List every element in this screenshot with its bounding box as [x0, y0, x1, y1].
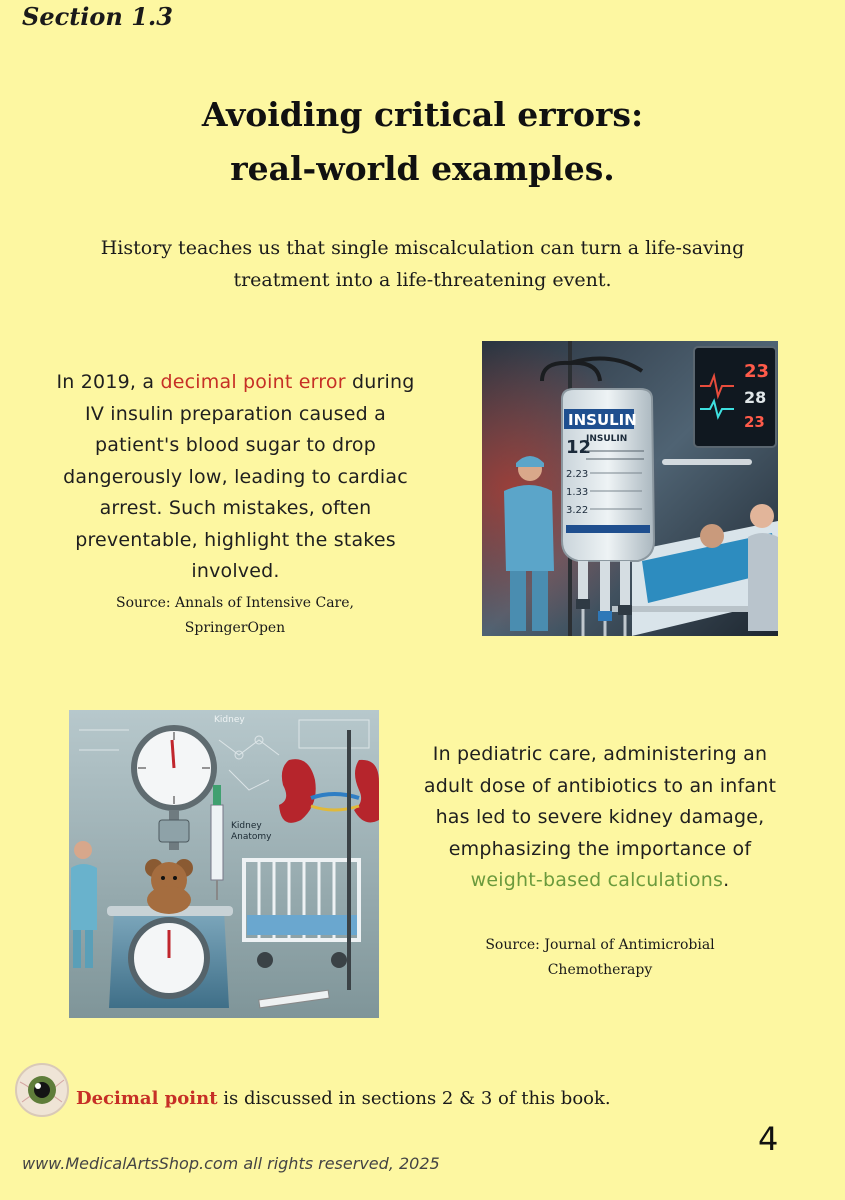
eye-icon [14, 1062, 70, 1118]
svg-text:23: 23 [744, 361, 770, 382]
svg-text:12: 12 [566, 437, 592, 458]
example-1-source [55, 591, 415, 641]
cross-reference-note [14, 1062, 774, 1118]
note-body: is discussed in sections 2 & 3 of this book. [217, 1088, 611, 1109]
example-2-source [430, 933, 770, 983]
page-number: 4 [758, 1120, 779, 1158]
svg-text:Anatomy: Anatomy [231, 832, 272, 842]
example-1-text-before: In 2019, a [56, 371, 161, 393]
example-1-source-line-2: SpringerOpen [184, 620, 286, 636]
note-text [76, 1088, 611, 1109]
intro-paragraph: History teaches us that single miscalculation can turn a life-saving treatment into a life-threatening event. [100, 237, 745, 291]
note-term: Decimal point [76, 1088, 218, 1109]
svg-text:28: 28 [744, 388, 767, 407]
example-1-highlight: decimal point error [160, 371, 346, 393]
example-2-text-after: . [723, 869, 730, 891]
svg-text:INSULIN: INSULIN [568, 411, 637, 429]
footer-copyright: www.MedicalArtsShop.com all rights reserved, 2025 [22, 1154, 440, 1173]
example-2-text-before: In pediatric care, administering an adult dose of antibiotics to an infant has led to severe kidney damage, emphasizing the importance of [423, 743, 777, 860]
insulin-iv-illustration [482, 341, 778, 636]
svg-text:Kidney: Kidney [231, 821, 262, 831]
title-line-1: Avoiding critical errors: [201, 95, 644, 134]
title-line-2: real-world examples. [230, 149, 615, 188]
svg-text:2.23: 2.23 [566, 469, 589, 480]
svg-text:INSULIN: INSULIN [586, 434, 628, 444]
svg-text:Kidney: Kidney [214, 715, 245, 725]
svg-text:3.22: 3.22 [566, 505, 589, 516]
example-2-highlight: weight-based calculations [470, 869, 724, 891]
example-2-source-line-1: Source: Journal of Antimicrobial [485, 937, 715, 953]
pediatric-dosing-illustration [69, 710, 379, 1018]
section-label: Section 1.3 [22, 2, 173, 31]
svg-text:23: 23 [744, 413, 765, 431]
example-2-source-line-2: Chemotherapy [547, 962, 653, 978]
example-1-paragraph [48, 367, 423, 588]
example-1-text-after: during IV insulin preparation caused a patient's blood sugar to drop dangerously low, leading to cardiac arrest. Such mistakes, often preventable, highlight the stakes involved. [63, 371, 415, 582]
svg-text:1.33: 1.33 [566, 487, 589, 498]
page-title [0, 88, 845, 196]
example-1-source-line-1: Source: Annals of Intensive Care, [116, 595, 354, 611]
example-2-paragraph [415, 739, 785, 897]
